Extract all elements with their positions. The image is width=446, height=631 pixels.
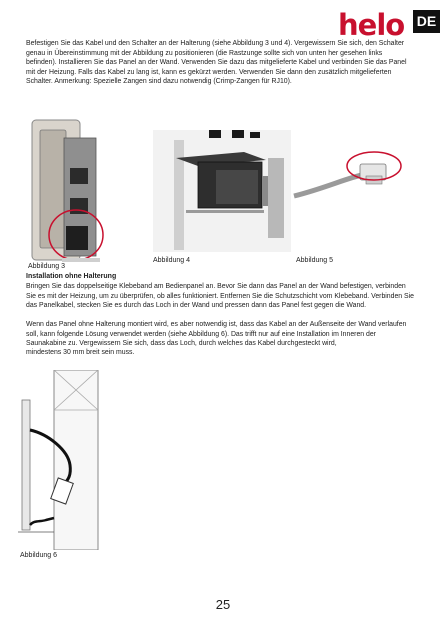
paragraph-adhesive-installation: Bringen Sie das doppelseitige Klebeband am Bedienpanel an. Bevor Sie dann das Panel an der Wand befestigen, verbinden Sie es mit der Heizung, um zu überprüfen, ob alles funktioniert. Entfernen Sie die Schutzschicht vom Klebeband. Verbinden Sie das Panelkabel, stecken Sie es durch das Loch in der Wand und pressen dann das Panel fest gegen die Wand. bbox=[26, 283, 415, 310]
helo-logo: helo bbox=[338, 8, 405, 42]
figure-3-illustration bbox=[32, 120, 103, 262]
figure-3-caption: Abbildung 3 bbox=[28, 263, 65, 270]
figure-5-caption: Abbildung 5 bbox=[296, 257, 333, 264]
figure-row bbox=[26, 118, 426, 278]
language-badge: DE bbox=[413, 10, 440, 33]
figure-4-illustration bbox=[153, 130, 291, 252]
paragraph-hole-size: mindestens 30 mm breit sein muss. bbox=[26, 349, 135, 356]
figure-5-illustration bbox=[294, 152, 401, 196]
page-number: 25 bbox=[215, 597, 231, 612]
figure-4-caption: Abbildung 4 bbox=[153, 257, 190, 264]
figure-6-caption: Abbildung 6 bbox=[20, 552, 57, 559]
figure-6-illustration bbox=[18, 370, 118, 550]
paragraph-outside-cable: Wenn das Panel ohne Halterung montiert wird, es aber notwendig ist, dass das Kabel an der Außenseite der Wand verlaufen soll, kann folgende Lösung verwendet werden (siehe Abbildung 6). Das trifft nur auf eine Installation im Inneren der Saunakabine zu. Vergewissern Sie sich, dass das Loch, durch welches das Kabel durchgesteckt wird, bbox=[26, 321, 407, 348]
paragraph-mounting-instructions: Befestigen Sie das Kabel und den Schalter an der Halterung (siehe Abbildung 3 und 4). Vergewissern Sie sich, den Schalter genau in Übereinstimmung mit der Abbildung zu positionieren (die Rastzunge sollte sich von unten her gesehen links befinden). Installieren Sie das Panel an der Wand. Verwenden Sie dazu das mitgelieferte Kabel und verbinden Sie das Panel mit der Heizung. Falls das Kabel zu lang ist, kann es gekürzt werden. Verwenden Sie dann den zusätzlich mitgelieferten Schalter. Anmerkung: Spezielle Zangen sind dazu notwendig (Crimp-Zangen für RJ10). bbox=[26, 40, 407, 86]
section-heading: Installation ohne Halterung bbox=[26, 273, 117, 280]
